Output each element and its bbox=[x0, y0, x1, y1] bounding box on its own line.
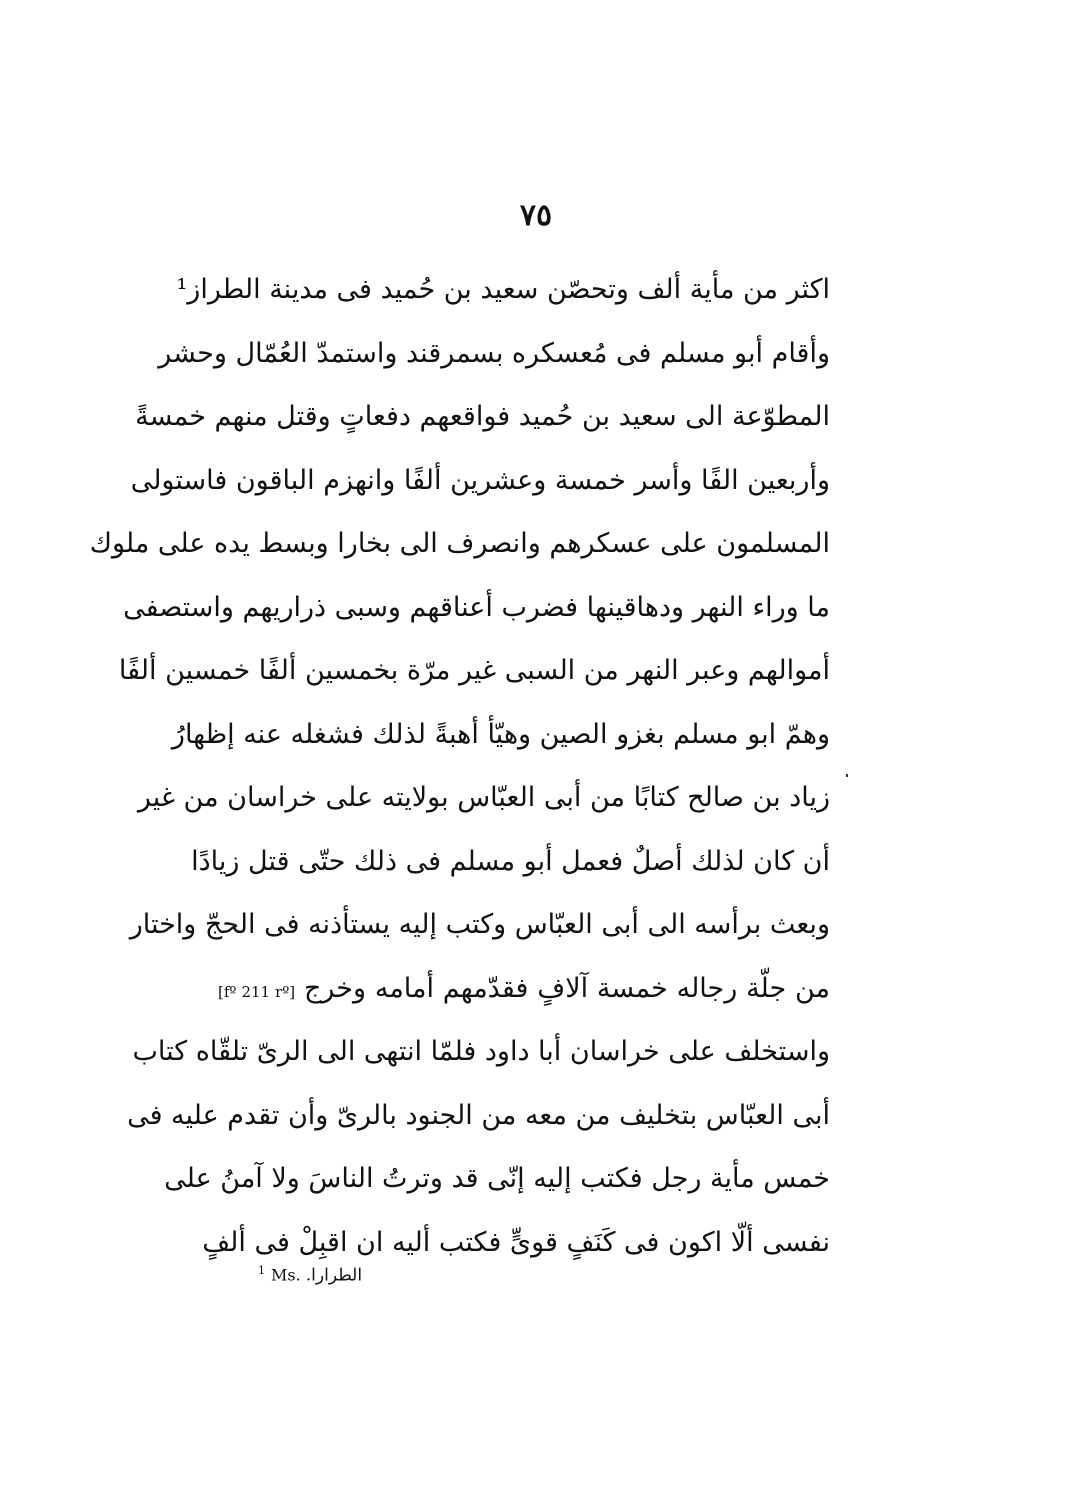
text-line: زياد بن صالح كتابًا من أبى العبّاس بولايته على خراسان من غير bbox=[137, 782, 830, 813]
text-line: أموالهم وعبر النهر من السبى غير مرّة بخمسين ألفًا خمسين ألفًا bbox=[118, 655, 830, 686]
footnote-text: الطرارا. bbox=[305, 1265, 363, 1286]
folio-reference: [fº 211 rº] bbox=[218, 982, 296, 1001]
text-line-with-margin-ref bbox=[218, 957, 830, 1021]
text-line-content: من جلّة رجاله خمسة آلافٍ فقدّمهم أمامه وخرج bbox=[303, 972, 830, 1004]
text-line: وأربعين الفًا وأسر خمسة وعشرين ألفًا وانهزم الباقون فاستولى bbox=[130, 464, 830, 496]
text-line: واستخلف على خراسان أبا داود فلمّا انتهى الى الرىّ تلقّاه كتاب bbox=[132, 1036, 830, 1067]
text-line: المطوّعة الى سعيد بن حُميد فواقعهم دفعاتٍ وقتل منهم خمسةً bbox=[135, 401, 830, 432]
text-line: وبعث برأسه الى أبى العبّاس وكتب إليه يستأذنه فى الحجّ واختار bbox=[129, 909, 830, 940]
text-line: ما وراء النهر ودهاقينها فضرب أعناقهم وسبى ذراريهم واستصفى bbox=[123, 591, 830, 623]
body-text bbox=[89, 258, 830, 1274]
text-line: أن كان لذلك أصلٌ فعمل أبو مسلم فى ذلك حتّى قتل زيادًا bbox=[191, 845, 830, 877]
footnote-label: Ms. bbox=[271, 1265, 301, 1285]
stray-ink-mark bbox=[846, 774, 848, 777]
text-line: وأقام أبو مسلم فى مُعسكره بسمرقند واستمدّ العُمّال وحشر bbox=[158, 337, 830, 369]
footnote bbox=[258, 1264, 362, 1285]
page-number: ٧٥ bbox=[519, 198, 553, 233]
text-line: اكثر من مأية ألف وتحصّن سعيد بن حُميد فى مدينة الطراز¹ bbox=[176, 274, 830, 305]
footnote-mark: 1 bbox=[258, 1264, 265, 1277]
text-line: المسلمون على عسكرهم وانصرف الى بخارا وبسط يده على ملوك bbox=[89, 528, 830, 559]
text-line: أبى العبّاس بتخليف من معه من الجنود بالرىّ وأن تقدم عليه فى bbox=[127, 1099, 830, 1131]
text-line: وهمّ ابو مسلم بغزو الصين وهيّأ أهبةً لذلك فشغله عنه إظهارُ bbox=[171, 718, 830, 750]
text-line: نفسى ألّا اكون فى كَنَفٍ قوىٍّ فكتب أليه ان اقبِلْ فى ألفٍ bbox=[202, 1226, 830, 1258]
text-line: خمس مأية رجل فكتب إليه إنّى قد وترتُ الناسَ ولا آمنُ على bbox=[164, 1163, 830, 1194]
